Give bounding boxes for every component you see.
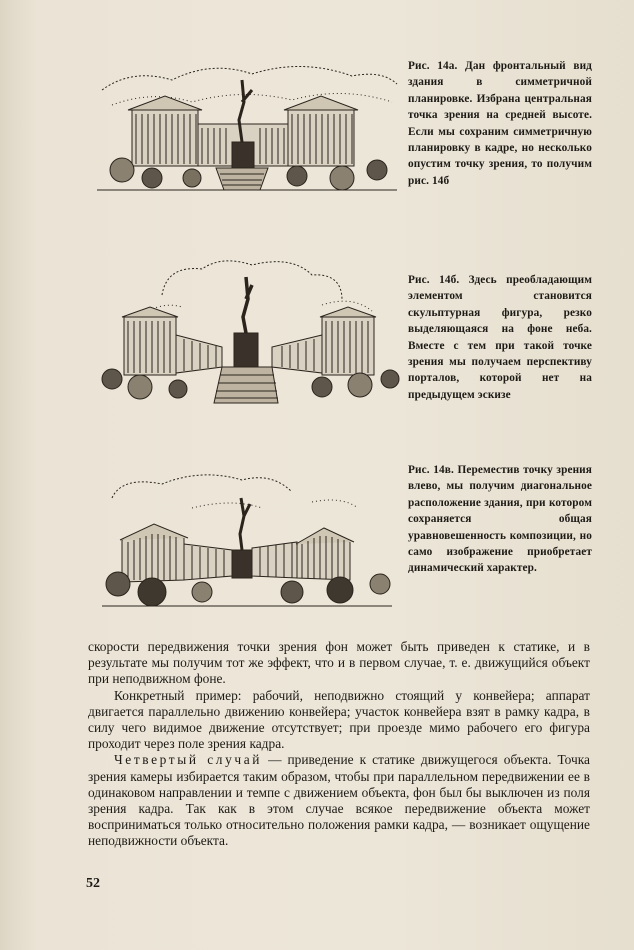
paragraph-3-lead: Четвертый случай: [114, 752, 263, 768]
figure-14b-caption: Рис. 14б. Здесь преобладающим элементом становится скульптурная фигура, резко выделяющаяся на фоне неба. Вместе с тем при такой точке зрения мы получаем перспективу порталов, которой нет на предыдущем эскизе: [408, 274, 592, 401]
paragraph-3: [88, 752, 590, 849]
body-text: [88, 639, 590, 850]
paragraph-2: Конкретный пример: рабочий, неподвижно стоящий у конвейера; аппарат двигается параллельно движению конвейера; участок конвейера взят в рамку кадра, в силу чего видимое движение отсутствует; при проезде мимо рабочего его фигура проходит через поле зрения кадра.: [88, 687, 590, 752]
figure-14v-sketch: [92, 468, 402, 618]
figure-14a-caption: Рис. 14а. Дан фронтальный вид здания в симметричной планировке. Избрана центральная точка зрения на средней высоте. Если мы сохраним симметричную планировку в кадре, но несколько опустим точку зрения, то получим рис. 14б: [408, 60, 592, 187]
figure-14v-caption: Рис. 14в. Переместив точку зрения влево, мы получим диагональное расположение здания, при котором сохраняется общая уравновешенность композиции, но само изображение приобретает динамический характер.: [408, 464, 592, 575]
paragraph-3-rest: — приведение к статике движущегося объекта. Точка зрения камеры избирается таким образом, чтобы при параллельном передвижении ее в одинаковом направлении и темпе с движением объекта, фон был бы выключен из поля зрения кадра. Так как в этом случае всякое передвижение объекта может восприниматься только относительно положения рамки кадра, — возникает ощущение неподвижности объекта.: [88, 752, 590, 849]
page-number: 52: [86, 876, 100, 891]
paragraph-1: скорости передвижения точки зрения фон может быть приведен к статике, и в результате мы получим тот же эффект, что и в первом случае, т. е. движущийся объект при неподвижном фоне.: [88, 639, 590, 687]
figure-14b-sketch: [92, 255, 402, 410]
figure-14a-sketch: [92, 50, 402, 200]
